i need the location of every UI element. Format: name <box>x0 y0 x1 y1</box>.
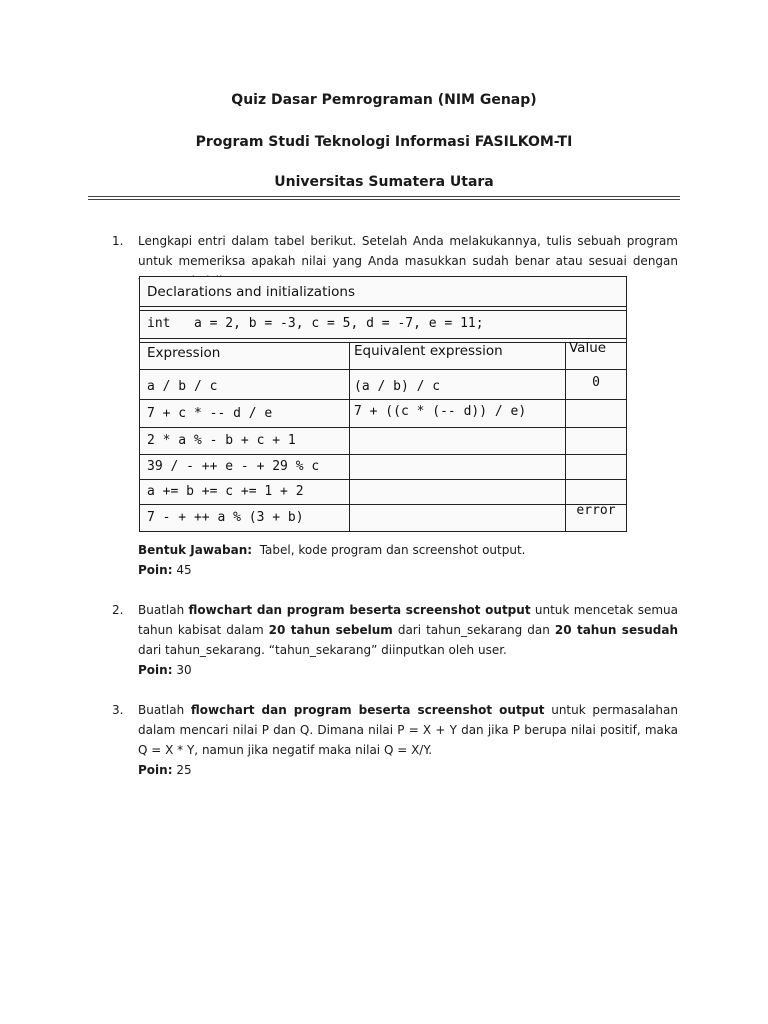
answer-form-label: Bentuk Jawaban: <box>138 543 253 557</box>
question-2-number: 2. <box>112 603 124 617</box>
equivalent-cell: (a / b) / c <box>354 379 441 394</box>
table-declaration: int a = 2, b = -3, c = 5, d = -7, e = 11; <box>147 316 484 331</box>
expression-cell: a += b += c += 1 + 2 <box>147 484 304 499</box>
column-header-equivalent: Equivalent expression <box>354 343 503 359</box>
question-2 <box>112 600 678 684</box>
value-cell: error <box>576 503 616 518</box>
question-3-text: Buatlah flowchart dan program beserta screenshot output untuk permasalahan dalam mencari nilai P dan Q. Dimana nilai P = X + Y dan jika P berupa nilai positif, maka Q = X * Y, namun jika negatif maka nilai Q = X/Y. <box>138 703 678 757</box>
question-1-number: 1. <box>112 234 124 248</box>
expression-table <box>139 276 627 532</box>
question-2-text: Buatlah flowchart dan program beserta screenshot output untuk mencetak semua tahun kabisat dalam 20 tahun sebelum dari tahun_sekarang dan 20 tahun sesudah dari tahun_sekarang. “tahun_sekarang” diinputkan oleh user. <box>138 603 679 657</box>
expression-cell: 7 - + ++ a % (3 + b) <box>147 510 304 525</box>
points-label: Poin: <box>138 763 173 777</box>
question-3 <box>112 700 678 784</box>
university-name: Universitas Sumatera Utara <box>274 174 494 190</box>
answer-form-text: Tabel, kode program dan screenshot output. <box>259 543 526 557</box>
program-name: Program Studi Teknologi Informasi FASILKOM-TI <box>195 134 573 150</box>
equivalent-cell: 7 + ((c * (-- d)) / e) <box>354 404 527 419</box>
column-header-value: Value <box>569 340 607 356</box>
header-divider-top <box>88 196 680 197</box>
expression-cell: 2 * a % - b + c + 1 <box>147 433 296 448</box>
value-cell: 0 <box>592 375 600 390</box>
points-label: Poin: <box>138 563 173 577</box>
points-value: 25 <box>176 763 192 777</box>
expression-cell: 7 + c * -- d / e <box>147 406 273 421</box>
points-value: 30 <box>176 663 192 677</box>
table-section-title: Declarations and initializations <box>147 284 355 300</box>
question-1-meta <box>112 540 678 582</box>
points-label: Poin: <box>138 663 173 677</box>
header-divider-bottom <box>88 199 680 200</box>
expression-cell: a / b / c <box>147 379 218 394</box>
expression-cell: 39 / - ++ e - + 29 % c <box>147 459 320 474</box>
column-header-expression: Expression <box>147 345 221 361</box>
points-value: 45 <box>176 563 192 577</box>
question-3-number: 3. <box>112 703 124 717</box>
quiz-title: Quiz Dasar Pemrograman (NIM Genap) <box>231 92 537 108</box>
question-1-text: Lengkapi entri dalam tabel berikut. Setelah Anda melakukannya, tulis sebuah program untuk memeriksa apakah nilai yang Anda masukkan sudah benar atau sesuai dengan <box>138 234 678 268</box>
